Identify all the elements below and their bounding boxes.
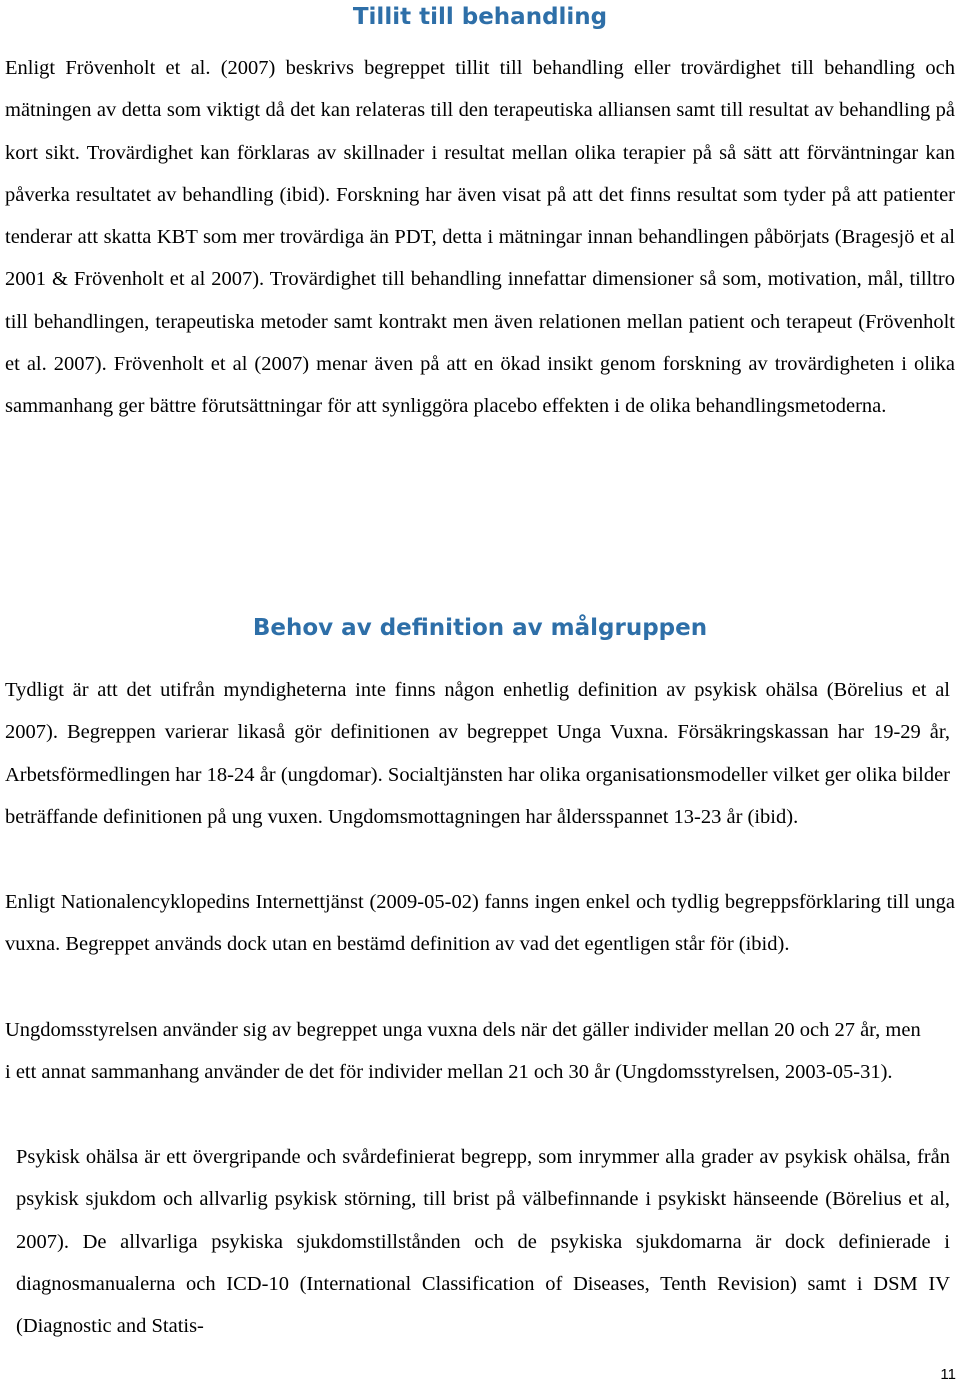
paragraph-nationalencyklopedin: Enligt Nationalencyklopedins Internettjänst (2009-05-02) fanns ingen enkel och tydlig begreppsförklaring till unga vuxna. Begreppet används dock utan en bestämd definition av vad det egentligen står för (ibid). bbox=[5, 891, 955, 956]
paragraph-psykisk-ohalsa-definition: Tydligt är att det utifrån myndigheterna inte finns någon enhetlig definition av psykisk ohälsa (Börelius et al 2007). Begreppen varierar likaså gör definitionen av begreppet Unga Vuxna. Försäkringskassan har 19-29 år, Arbetsförmedlingen har 18-24 år (ungdomar). Socialtjänsten har olika organisationsmodeller vilket ger olika bilder beträffande definitionen på ung vuxen. Ungdomsmottagningen har åldersspannet 13-23 år (ibid). bbox=[5, 679, 950, 828]
page-number: 11 bbox=[940, 1366, 956, 1383]
paragraph-tillit: Enligt Frövenholt et al. (2007) beskrivs begreppet tillit till behandling eller trovärdighet till behandling och mätningen av detta som viktigt då det kan relateras till den terapeutiska alliansen samt till resultat av behandling på kort sikt. Trovärdighet kan förklaras av skillnader i resultat mellan olika terapier på så sätt att förväntningar kan påverka resultatet av behandling (ibid). Forskning har även visat på att det finns resultat som tyder på att patienter tenderar att skatta KBT som mer trovärdiga än PDT, detta i mätningar innan behandlingen påbörjats (Bragesjö et al 2001 & Frövenholt et al 2007). Trovärdighet till behandling innefattar dimensioner så som, motivation, mål, tilltro till behandlingen, terapeutiska metoder samt kontrakt men även relationen mellan patient och terapeut (Frövenholt et al. 2007). Frövenholt et al (2007) menar även på att en ökad insikt genom forskning av trovärdigheten i olika sammanhang ger bättre förutsättningar för att synliggöra placebo effekten i de olika behandlingsmetoderna. bbox=[5, 57, 955, 418]
section-heading-behov: Behov av definition av målgruppen bbox=[252, 615, 708, 641]
section-heading-tillit: Tillit till behandling bbox=[352, 4, 608, 30]
paragraph-psykisk-ohalsa-begrepp: Psykisk ohälsa är ett övergripande och svårdefinierat begrepp, som inrymmer alla grader av psykisk ohälsa, från psykisk sjukdom och allvarlig psykisk störning, till brist på välbefinnande i psykiskt hänseende (Börelius et al, 2007). De allvarliga psykiska sjukdomstillstånden och de psykiska sjukdomarna är dock definierade i diagnosmanualerna och ICD-10 (International Classification of Diseases, Tenth Revision) samt i DSM IV (Diagnostic and Statis- bbox=[16, 1146, 950, 1338]
paragraph-ungdomsstyrelsen: Ungdomsstyrelsen använder sig av begreppet unga vuxna dels när det gäller individer mellan 20 och 27 år, men i ett annat sammanhang använder de det för individer mellan 21 och 30 år (Ungdomsstyrelsen, 2003-05-31). bbox=[5, 1019, 921, 1084]
